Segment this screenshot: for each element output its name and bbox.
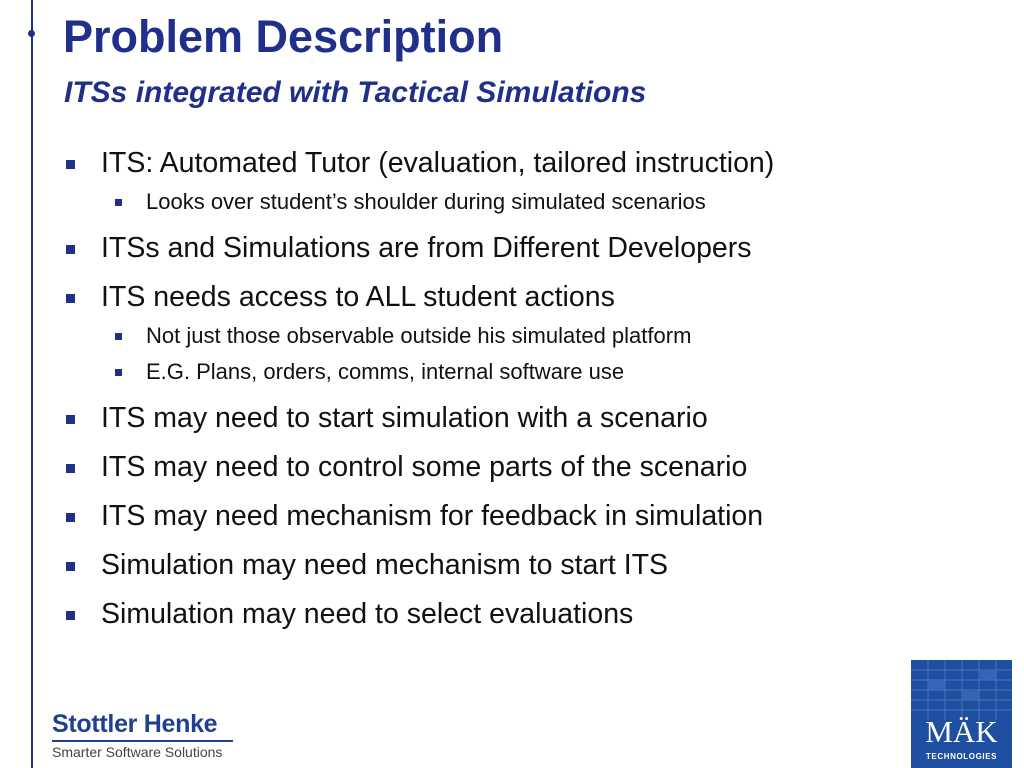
- logo-underline: [52, 740, 233, 742]
- bullet-item: [0, 231, 1000, 265]
- stottler-henke-logo: [52, 712, 233, 759]
- bullet-text: Simulation may need to select evaluations: [101, 598, 634, 630]
- bullet-item: [0, 280, 1000, 314]
- square-bullet-icon: [66, 245, 75, 254]
- slide-title: Problem Description: [63, 11, 504, 62]
- square-bullet-icon: [66, 611, 75, 620]
- sub-bullet-item: [0, 188, 1000, 216]
- bullet-text: ITS: Automated Tutor (evaluation, tailored instruction): [101, 147, 775, 179]
- sub-bullet-text: E.G. Plans, orders, comms, internal software use: [146, 359, 625, 384]
- company-name: Stottler Henke: [52, 710, 218, 738]
- bullet-item: [0, 499, 1000, 533]
- mak-technologies-logo: [911, 660, 1012, 768]
- left-rule-dot: [28, 30, 35, 37]
- company-tagline: Smarter Software Solutions: [52, 744, 223, 760]
- bullet-item: [0, 401, 1000, 435]
- square-bullet-icon: [66, 513, 75, 522]
- square-bullet-icon: [66, 160, 75, 169]
- square-bullet-icon: [66, 464, 75, 473]
- sub-bullet-text: Looks over student’s shoulder during simulated scenarios: [146, 189, 706, 214]
- bullet-text: ITSs and Simulations are from Different Developers: [101, 232, 752, 264]
- sub-bullet-item: [0, 322, 1000, 350]
- bullet-item: [0, 450, 1000, 484]
- square-bullet-icon: [66, 294, 75, 303]
- mak-grid-icon: [911, 660, 1012, 720]
- bullet-item: [0, 597, 1000, 631]
- square-bullet-icon: [115, 333, 122, 340]
- square-bullet-icon: [115, 369, 122, 376]
- square-bullet-icon: [115, 199, 122, 206]
- bullet-text: ITS may need to control some parts of the scenario: [101, 451, 748, 483]
- square-bullet-icon: [66, 562, 75, 571]
- bullet-item: [0, 548, 1000, 582]
- sub-bullet-text: Not just those observable outside his simulated platform: [146, 323, 692, 348]
- bullet-text: ITS may need mechanism for feedback in simulation: [101, 500, 764, 532]
- mak-wordmark: MÄK: [925, 714, 998, 749]
- mak-subtitle: TECHNOLOGIES: [925, 752, 998, 761]
- slide-subtitle: ITSs integrated with Tactical Simulations: [64, 76, 647, 109]
- sub-bullet-item: [0, 358, 1000, 386]
- bullet-text: ITS may need to start simulation with a scenario: [101, 402, 708, 434]
- bullet-text: ITS needs access to ALL student actions: [101, 281, 615, 313]
- square-bullet-icon: [66, 415, 75, 424]
- bullet-list: [0, 138, 1000, 631]
- bullet-item: [0, 146, 1000, 180]
- bullet-text: Simulation may need mechanism to start ITS: [101, 549, 669, 581]
